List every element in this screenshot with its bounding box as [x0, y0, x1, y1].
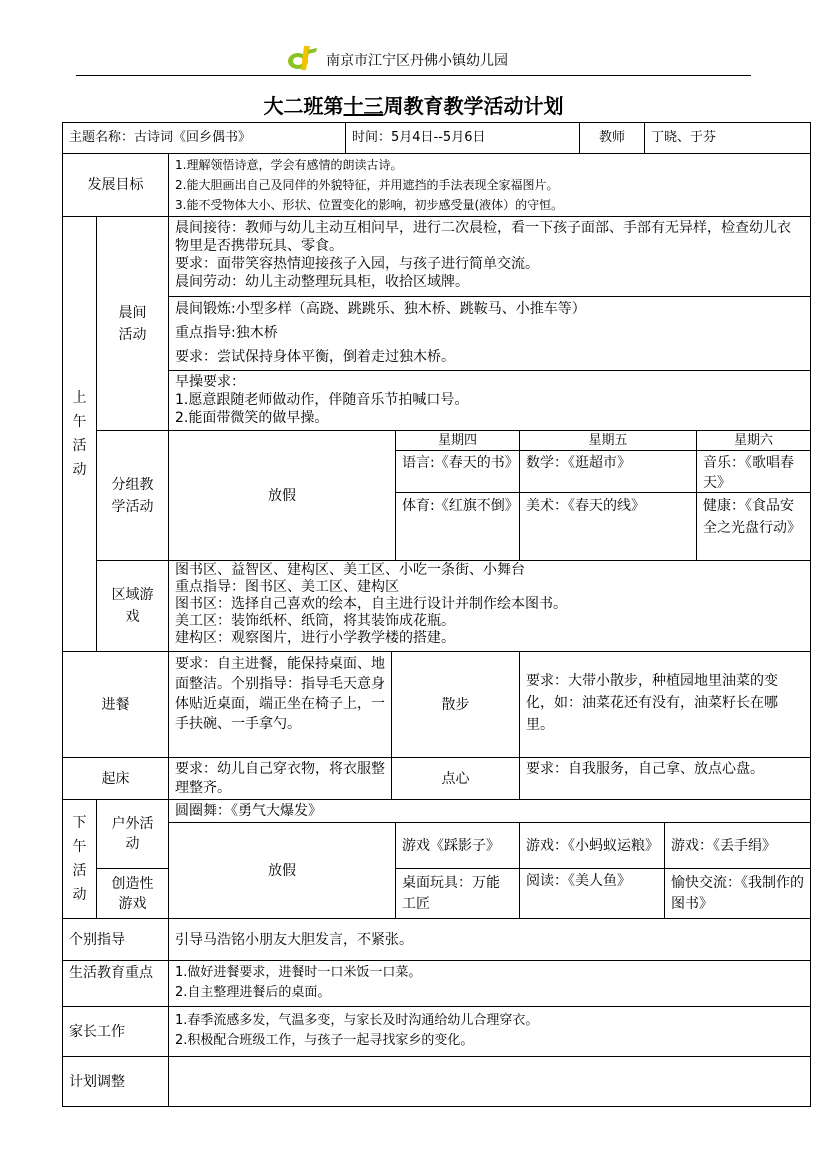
plan-table [62, 122, 811, 1107]
snack-content: 要求：自我服务，自己拿、放点心盘。 [520, 758, 811, 800]
walk-content: 要求：大带小散步，种植园地里油菜的变化，如：油菜花还有没有，油菜籽长在哪里。 [520, 652, 811, 758]
walk-label: 散步 [392, 652, 520, 758]
life-education-content: 1.做好进餐要求，进餐时一口米饭一口菜。 2.自主整理进餐后的桌面。 [169, 961, 811, 1007]
outdoor-game-sat: 游戏：《丢手绢》 [665, 823, 811, 869]
group-cell-fri-1: 数学：《逛超市》 [520, 451, 697, 493]
header-divider [76, 75, 751, 76]
goal-item: 2.能大胆画出自己及同伴的外貌特征，并用遮挡的手法表现全家福图片。 [175, 178, 559, 192]
group-cell-sat-1: 音乐：《歌唱春天》 [697, 451, 811, 493]
time-cell: 时间：5月4日--5月6日 [346, 123, 580, 154]
kindergarten-name: 南京市江宁区丹佛小镇幼儿园 [326, 53, 508, 69]
goal-item: 1.理解领悟诗意，学会有感情的朗读古诗。 [175, 158, 403, 172]
outdoor-game-fri: 游戏：《小蚂蚁运粮》 [520, 823, 665, 869]
goal-item: 3.能不受物体大小、形状、位置变化的影响，初步感受量(液体）的守恒。 [175, 198, 564, 212]
group-activity-label: 分组教学活动 [97, 431, 169, 561]
circle-dance: 圆圈舞：《勇气大爆发》 [169, 800, 811, 823]
plan-adjust-content [169, 1057, 811, 1107]
goals-label: 发展目标 [63, 154, 169, 217]
day-saturday: 星期六 [697, 431, 811, 451]
outdoor-activity-label: 户外活动 [97, 800, 169, 869]
area-game-label: 区域游戏 [97, 561, 169, 652]
title-suffix: 周教育教学活动计划 [383, 94, 564, 118]
wake-content: 要求：幼儿自己穿衣物，将衣服整理整齐。 [169, 758, 392, 800]
morning-activity-label: 晨间活动 [97, 217, 169, 431]
wake-label: 起床 [63, 758, 169, 800]
parent-work-label: 家长工作 [63, 1007, 169, 1057]
teacher-label: 教师 [580, 123, 645, 154]
individual-content: 引导马浩铭小朋友大胆发言，不紧张。 [169, 919, 811, 961]
morning-side-label: 上午活动 [63, 217, 97, 652]
afternoon-side-label: 下午活动 [63, 800, 97, 919]
group-cell-fri-2: 美术：《春天的线》 [520, 493, 697, 561]
area-game-content: 图书区、益智区、建构区、美工区、小吃一条街、小舞台 重点指导：图书区、美工区、建构区 图书区：选择自己喜欢的绘本，自主进行设计并制作绘本图书。 美工区：装饰纸杯、纸筒，将其装饰成花瓶。 建构区：观察图片，进行小学教学楼的搭建。 [169, 561, 811, 652]
group-cell-sat-2: 健康：《食品安全之光盘行动》 [697, 493, 811, 561]
drill-cell: 早操要求： 1.愿意跟随老师做动作，伴随音乐节拍喊口号。 2.能面带微笑的做早操。 [169, 371, 811, 431]
afternoon-holiday: 放假 [169, 823, 396, 919]
meal-content: 要求：自主进餐，能保持桌面、地面整洁。个别指导：指导毛天意身体贴近桌面，端正坐在椅子上，一手扶碗、一手拿勺。 [169, 652, 392, 758]
day-friday: 星期五 [520, 431, 697, 451]
group-cell-thu-2: 体育:《红旗不倒》 [396, 493, 520, 561]
meal-label: 进餐 [63, 652, 169, 758]
group-cell-thu-1: 语言:《春天的书》 [396, 451, 520, 493]
theme-cell: 主题名称：古诗词《回乡偶书》 [63, 123, 346, 154]
parent-work-content: 1.春季流感多发，气温多变，与家长及时沟通给幼儿合理穿衣。 2.积极配合班级工作，与孩子一起寻找家乡的变化。 [169, 1007, 811, 1057]
exercise-cell: 晨间锻炼:小型多样（高跷、跳跳乐、独木桥、跳鞍马、小推车等） 重点指导:独木桥 要求：尝试保持身体平衡，倒着走过独木桥。 [169, 297, 811, 371]
creative-game-fri: 阅读：《美人鱼》 [520, 869, 665, 919]
day-thursday: 星期四 [396, 431, 520, 451]
plan-adjust-label: 计划调整 [63, 1057, 169, 1107]
outdoor-game-thu: 游戏《踩影子》 [396, 823, 520, 869]
page-header [0, 40, 827, 76]
group-holiday: 放假 [169, 431, 396, 561]
title-prefix: 大二班第 [263, 94, 344, 118]
creative-game-label: 创造性游戏 [97, 869, 169, 919]
creative-game-sat: 愉快交流：《我制作的图书》 [665, 869, 811, 919]
individual-label: 个别指导 [63, 919, 169, 961]
goals-content [169, 154, 811, 217]
teacher-names: 丁晓、于芬 [645, 123, 811, 154]
life-education-label: 生活教育重点 [63, 961, 169, 1007]
creative-game-thu: 桌面玩具：万能工匠 [396, 869, 520, 919]
reception-cell: 晨间接待：教师与幼儿主动互相问早，进行二次晨检，看一下孩子面部、手部有无异样，检查幼儿衣物里是否携带玩具、零食。 要求：面带笑容热情迎接孩子入园，与孩子进行简单交流。 晨间劳动：幼儿主动整理玩具柜，收拾区域牌。 [169, 217, 811, 297]
page-title [0, 90, 827, 119]
kindergarten-logo-icon [286, 42, 320, 72]
snack-label: 点心 [392, 758, 520, 800]
title-week: 十三 [343, 94, 384, 118]
